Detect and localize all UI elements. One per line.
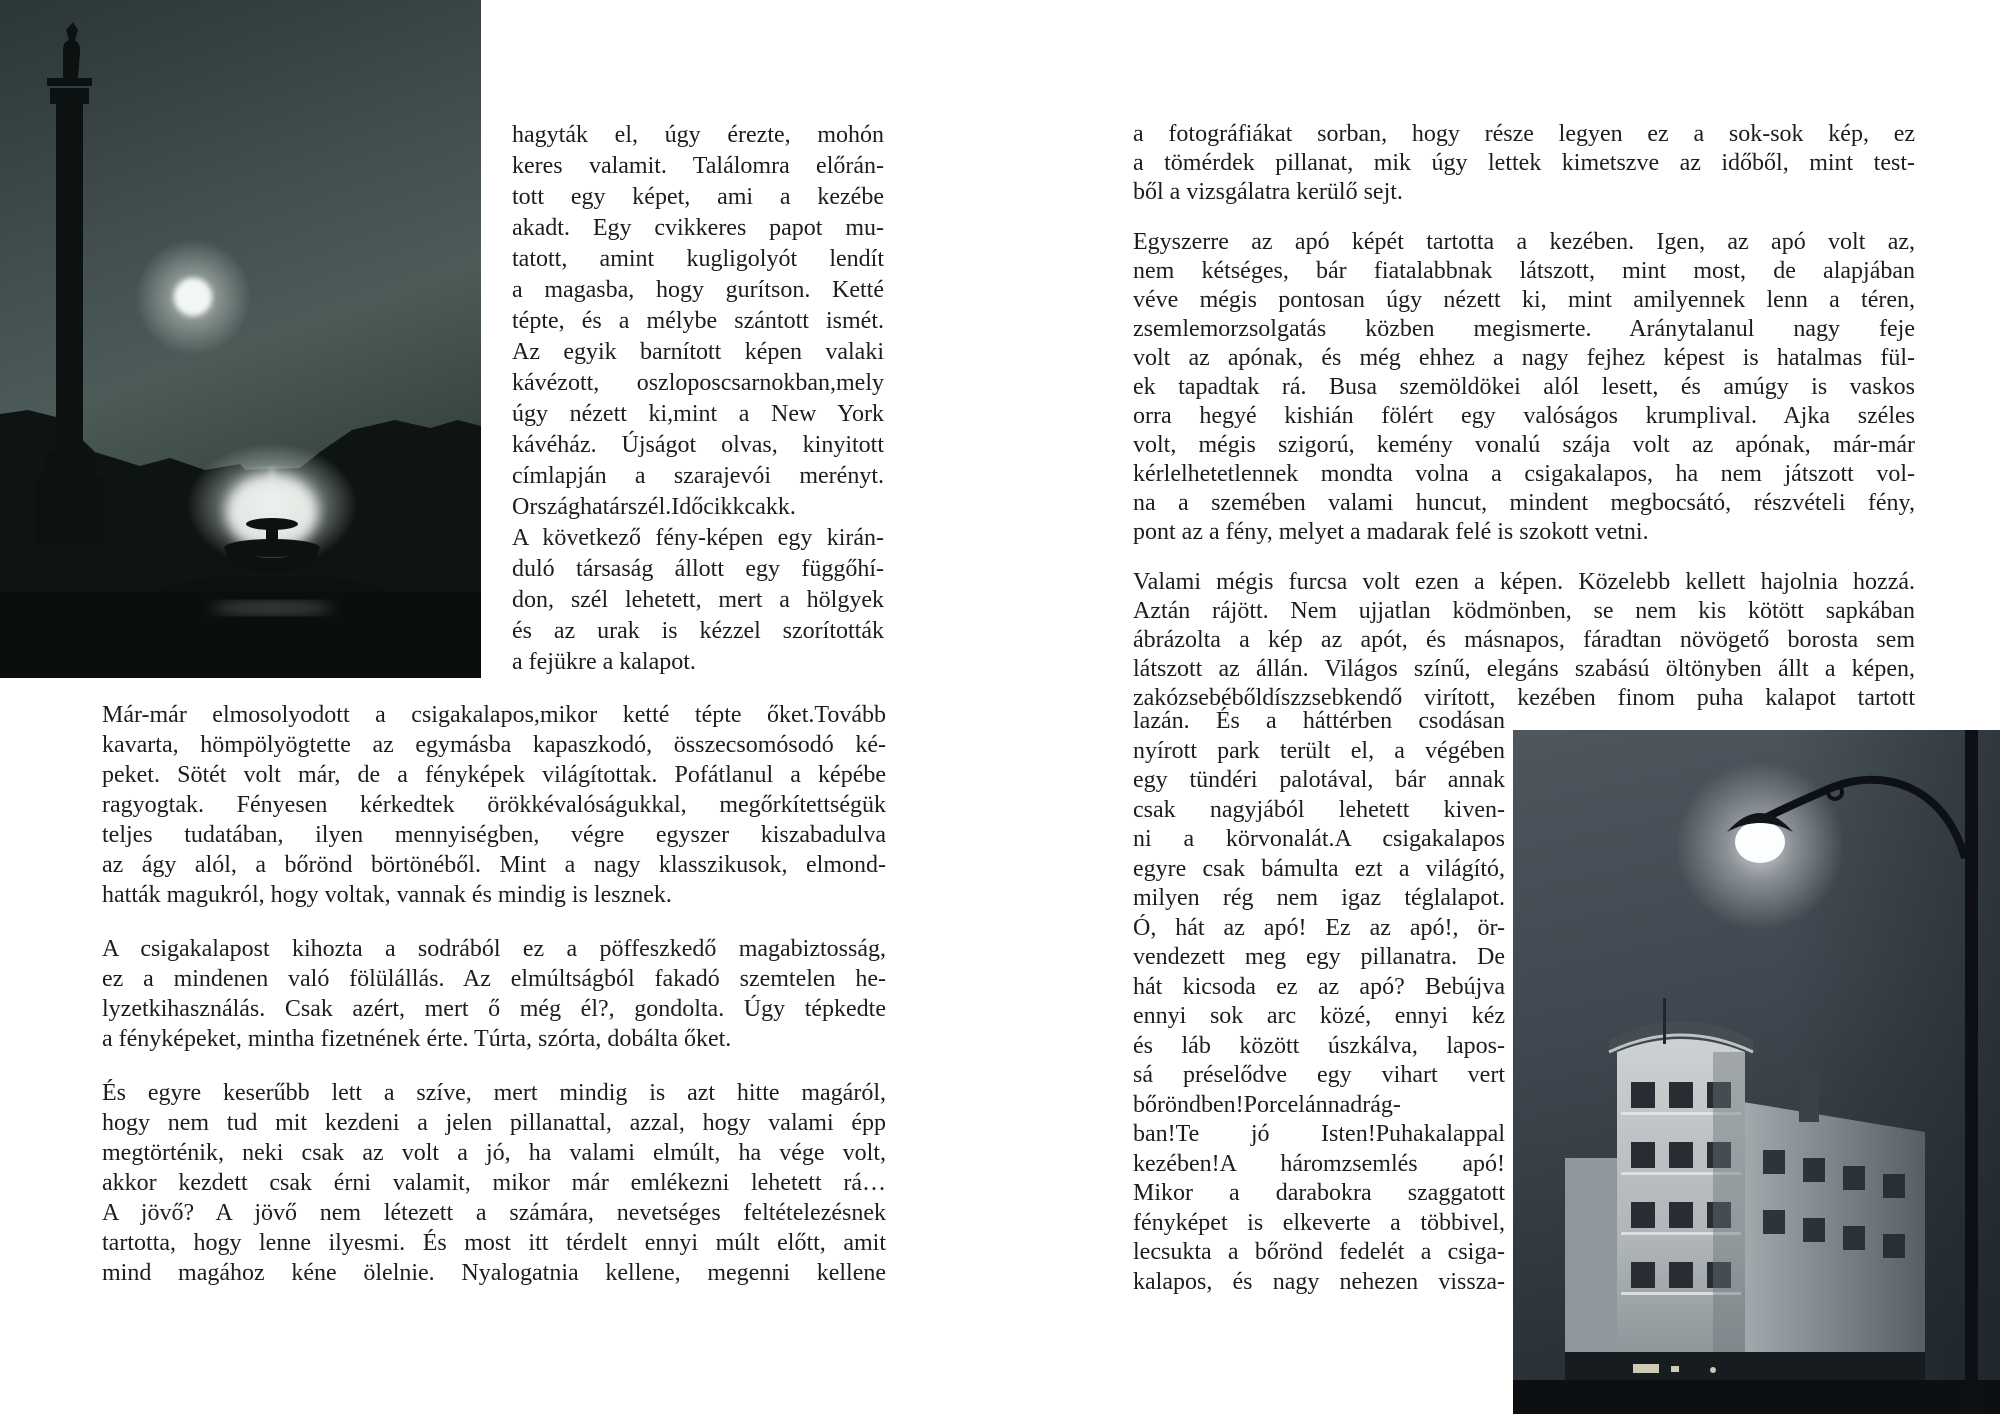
text-line: pont az a fény, melyet a madarak felé is szokott vetni. [1133, 519, 1649, 545]
text-line: egyre csak bámulta ezt a világító, [1133, 855, 1505, 882]
text-line: hagyták el, úgy érezte, mohón [512, 122, 884, 148]
text-line: volt az apónak, és még ehhez a nagy fejhez képest is hatalmas fül- [1133, 345, 1915, 371]
text-line: A csigakalapost kihozta a sodrából ez a pöffeszkedő magabiztosság, [102, 936, 886, 962]
text-line: kávéház. Újságot olvas, kinyitott [512, 432, 884, 458]
text-line: vendezett meg egy pillanatra. De [1133, 944, 1505, 970]
text-line: hatták magukról, hogy voltak, vannak és mindig is lesznek. [102, 882, 672, 908]
text-line: látszott az állán. Világos színű, elegáns szabású öltönyben állt a képen, [1133, 656, 1915, 682]
text-line: tatott, amint kugligolyót lendít [512, 246, 884, 272]
text-line: és az urak is kézzel szorították [512, 618, 884, 644]
text-line: kavarta, hömpölyögtette az egymásba kapaszkodó, összecsomósodó ké- [102, 732, 886, 758]
text-line: lazán. És a háttérben csodásan [1133, 708, 1505, 734]
roof-pole [1663, 998, 1666, 1044]
text-line: És egyre keserűbb lett a szíve, mert mindig is azt hitte magáról, [102, 1080, 886, 1106]
text-line: Országhatárszél.Időcikkcakk. [512, 494, 796, 520]
text-line: az ágy alól, a bőrönd börtönéből. Mint a nagy klasszikusok, elmond- [102, 852, 886, 878]
text-line: Aztán rájött. Nem ujjatlan ködmönben, se nem kis kötött sapkában [1133, 598, 1915, 624]
paragraph [102, 700, 886, 910]
text-line: zsemlemorzsolgatás közben megismerte. Aránytalanul nagy feje [1133, 316, 1915, 342]
text-line: Ó, hát az apó! Ez az apó!, ör- [1133, 914, 1505, 941]
paragraph [102, 934, 886, 1054]
text-line: egy tündéri palotával, bár annak [1133, 767, 1505, 793]
photo-monument-night-art [0, 0, 481, 678]
text-line: keres valamit. Találomra előrán- [512, 153, 884, 179]
text-line: nem kétséges, bár fiatalabbnak látszott, mint most, de alapjában [1133, 258, 1915, 284]
text-line: a fényképeket, mintha fizetnének érte. Túrta, szórta, dobálta őket. [102, 1026, 732, 1052]
text-line: nyírott park terült el, a végében [1133, 737, 1505, 764]
text-line: úgy nézett ki,mint a New York [512, 401, 884, 427]
text-line: címlapján a szarajevói merényt. [512, 463, 884, 489]
text-line: csak nagyjából lehetett kiven- [1133, 796, 1505, 823]
foreground-shadow [1513, 1380, 2000, 1414]
paragraph [102, 1078, 886, 1288]
left-paragraphs [102, 700, 886, 1288]
text-line: A következő fény-képen egy kirán- [512, 525, 884, 551]
chimney [1799, 1070, 1819, 1122]
text-line: tépte, és a mélybe szántott ismét. [512, 308, 884, 334]
text-line: véve mégis pontosan úgy nézett ki, mint amilyennek lenn a téren, [1133, 287, 1915, 313]
right-wrap-column [1133, 707, 1505, 1297]
photo-streetlamp-night [1513, 730, 2000, 1414]
text-line: na a szemében valami huncut, mindent megbocsátó, részvételi fény, [1133, 490, 1915, 516]
text-line: Mikor a darabokra szaggatott [1133, 1180, 1505, 1206]
text-line: ábrázolta a kép az apót, és másnapos, fáradtan növögető borosta sem [1133, 627, 1915, 653]
text-line: don, szél lehetett, mert a hölgyek [512, 587, 884, 613]
text-line: a fejükre a kalapot. [512, 649, 696, 675]
text-line: Az egyik barnított képen valaki [512, 339, 884, 365]
text-line: a magasba, hogy gurítson. Ketté [512, 277, 884, 303]
text-line: akkor kezdett csak érni valamit, mikor már emlékezni lehetett rá… [102, 1170, 886, 1196]
text-line: kalapos, és nagy nehezen vissza- [1133, 1268, 1505, 1295]
text-line: mind magához kéne ölelnie. Nyalogatnia kellene, megenni kellene [102, 1260, 886, 1286]
text-line: ban!Te jó Isten!Puhakalappal [1133, 1121, 1505, 1147]
text-line: lyzetkihasználás. Csak azért, mert ő még él?, gondolta. Úgy tépkedte [102, 996, 886, 1022]
text-line: Már-már elmosolyodott a csigakalapos,mikor ketté tépte őket.Tovább [102, 702, 886, 728]
left-wrap-column [512, 120, 884, 678]
text-line: és láb között úszkálva, lapos- [1133, 1032, 1505, 1059]
moon [174, 278, 212, 316]
water-reflection [212, 601, 332, 615]
text-line: ez a mindenen való fölülállás. Az elmúltságból fakadó szemtelen he- [102, 966, 886, 992]
text-line: tott egy képet, ami a kezébe [512, 184, 884, 210]
text-line: akadt. Egy cvikkeres papot mu- [512, 215, 884, 241]
text-line: Egyszerre az apó képét tartotta a kezében. Igen, az apó volt az, [1133, 229, 1915, 255]
text-line: teljes tudatában, ilyen mennyiségben, végre egyszer kiszabadulva [102, 822, 886, 848]
text-line: A jövő? A jövő nem létezett a számára, nevetséges feltételezésnek [102, 1200, 886, 1226]
photo-monument-night [0, 0, 481, 678]
text-line: fényképet is elkeverte a többivel, [1133, 1209, 1505, 1236]
text-line: a tömérdek pillanat, mik úgy lettek kimetszve az időből, mint test- [1133, 150, 1915, 176]
paragraph [1133, 228, 1915, 547]
text-line: ből a vizsgálatra kerülő sejt. [1133, 179, 1403, 205]
text-line: kérlelhetetlennek mondta volna a csigakalapos, ha nem játszott vol- [1133, 461, 1915, 487]
paragraph [1133, 568, 1915, 713]
text-line: volt, mégis szigorú, kemény vonalú szája volt az apónak, már-már [1133, 432, 1915, 458]
right-paragraphs [1133, 120, 1915, 713]
text-line: sá préselődve egy vihart vert [1133, 1062, 1505, 1088]
text-line: tartotta, hogy lenne ilyesmi. És most itt térdelt ennyi múlt előtt, amit [102, 1230, 886, 1256]
text-line: milyen rég nem igaz téglalapot. [1133, 885, 1505, 911]
text-line: hogy nem tud mit kezdeni a jelen pillanattal, azzal, hogy valami épp [102, 1110, 886, 1136]
text-line: kávézott, oszloposcsarnokban,mely [512, 370, 884, 396]
text-line: lecsukta a bőrönd fedelét a csiga- [1133, 1239, 1505, 1265]
text-line: Valami mégis furcsa volt ezen a képen. Közelebb kellett hajolnia hozzá. [1133, 569, 1915, 595]
text-line: bőröndben!Porcelánnadrág- [1133, 1091, 1401, 1118]
text-line: peket. Sötét volt már, de a fényképek világítottak. Pofátlanul a képébe [102, 762, 886, 788]
text-line: duló társaság állott egy függőhí- [512, 556, 884, 582]
text-line: zakózsebébőldíszzsebkendő virított, kezében finom puha kalapot tartott [1133, 685, 1915, 711]
text-line: ragyogtak. Fényesen kérkedtek örökkévalóságukkal, megőrkítettségük [102, 792, 886, 818]
text-line: orra hegyé kishián fölért egy valóságos krumplival. Ajka széles [1133, 403, 1915, 429]
text-line: ek tapadtak rá. Busa szemöldökei alól lesett, és amúgy is vaskos [1133, 374, 1915, 400]
text-line: hát kicsoda ez az apó? Bebújva [1133, 973, 1505, 1000]
lamp-pole [1965, 730, 1978, 1414]
text-line: kezében!A háromzsemlés apó! [1133, 1150, 1505, 1177]
text-line: ennyi sok arc közé, ennyi kéz [1133, 1003, 1505, 1029]
paragraph [1133, 120, 1915, 207]
photo-streetlamp-night-art [1513, 730, 2000, 1414]
text-line: a fotográfiákat sorban, hogy része legyen ez a sok-sok kép, ez [1133, 121, 1915, 147]
text-line: megtörténik, neki csak az volt a jó, ha valami elmúlt, ha vége volt, [102, 1140, 886, 1166]
text-line: ni a körvonalát.A csigakalapos [1133, 826, 1505, 852]
